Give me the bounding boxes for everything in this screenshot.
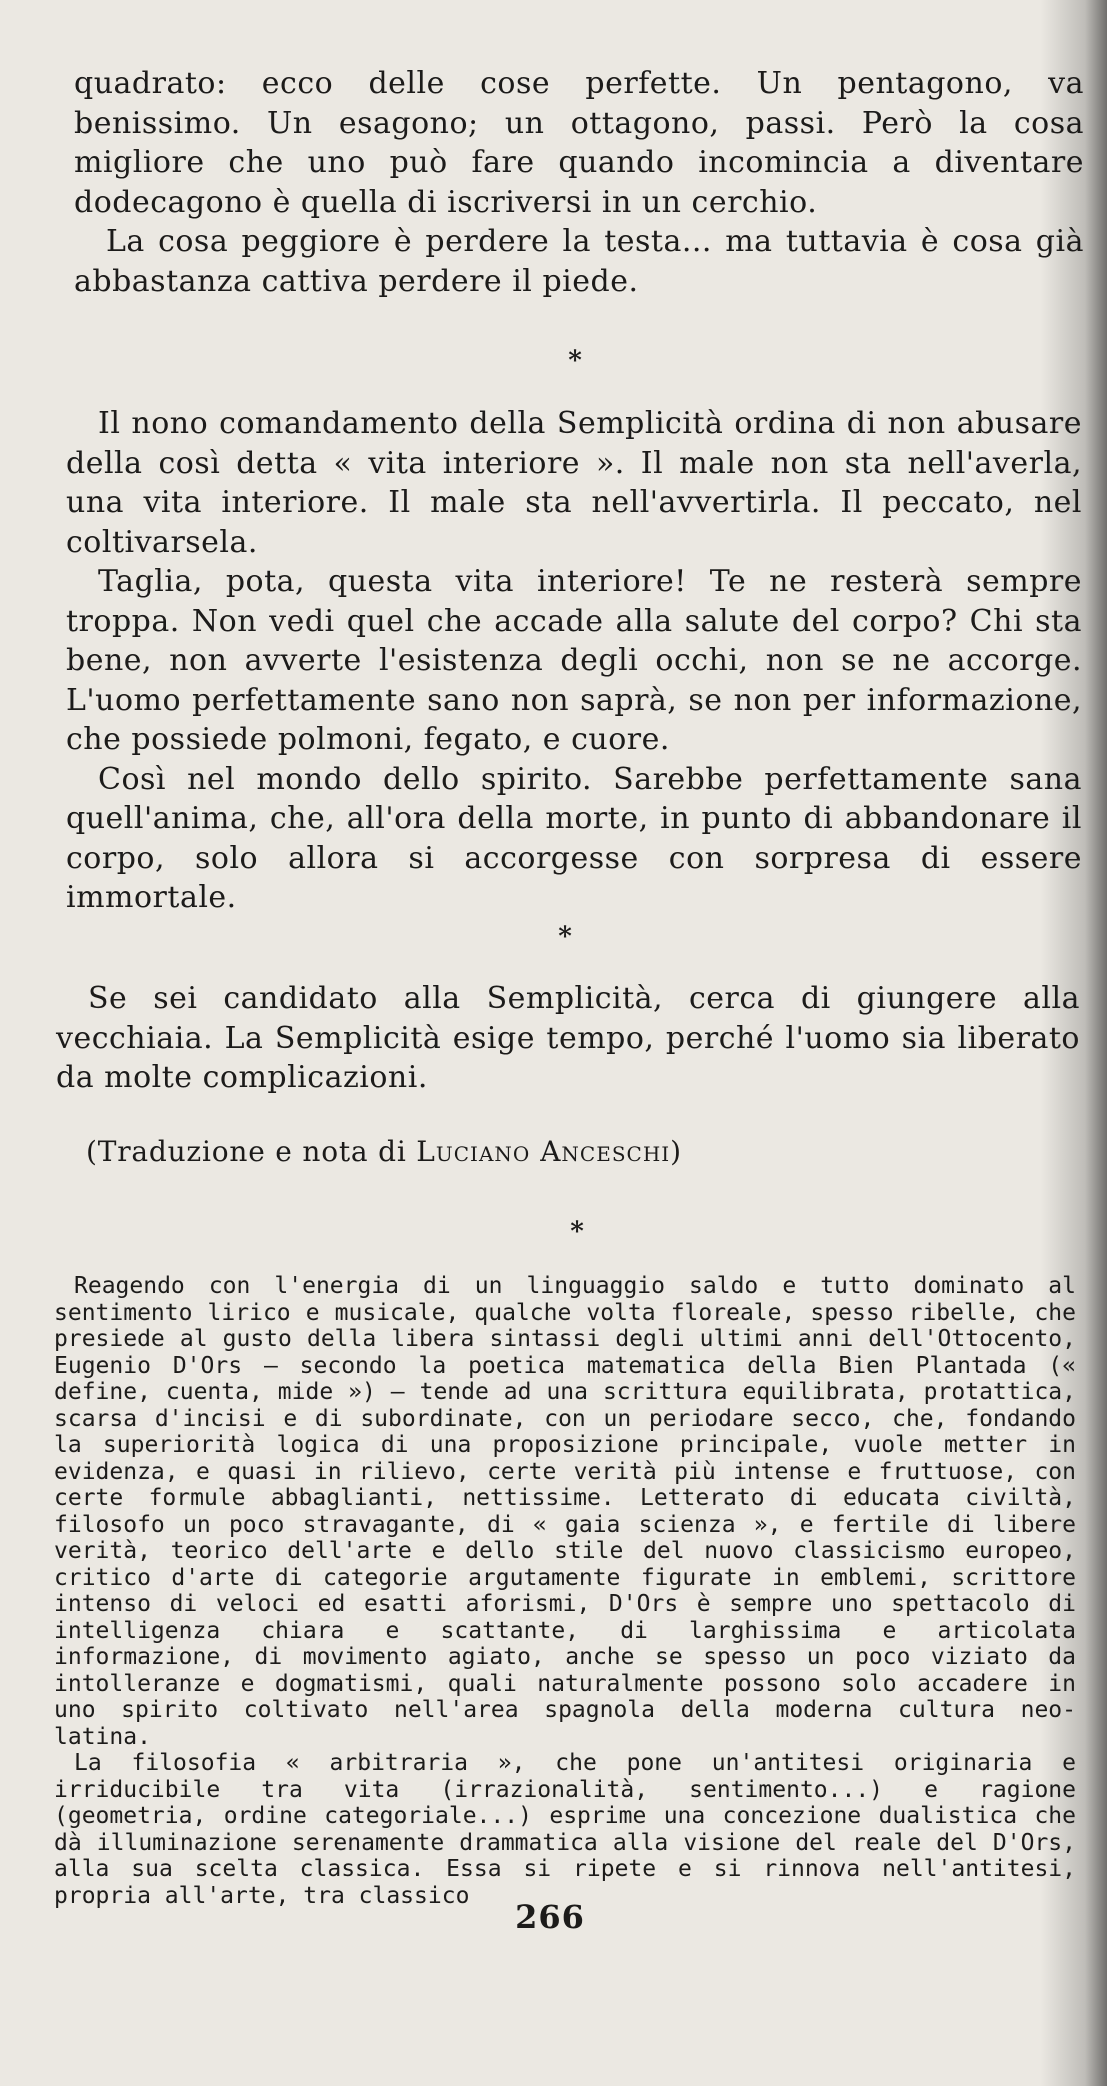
note-paragraph-philosophy: La filosofia « arbitraria », che pone un'antitesi originaria e irriducibile tra vita (irrazionalità, sentimento...) e ragione (geometria, ordine categoriale...) esprime una concezione dualistica che dà illuminazione serenamente drammatica alla visione del reale del D'Ors, alla sua scelta classica. Essa si ripete e si rinnova nell'antitesi, propria all'arte, tra classico (54, 1750, 1076, 1909)
credit-prefix: (Traduzione e nota di (86, 1135, 417, 1168)
note-paragraph-style: Reagendo con l'energia di un linguaggio saldo e tutto dominato al sentimento lirico e musicale, qualche volta floreale, spesso ribelle, che presiede al gusto della libera sintassi degli ultimi anni dell'Ottocento, Eugenio D'Ors — secondo la poetica matematica della Bien Plantada (« define, cuenta, mide ») — tende ad una scrittura equilibrata, protattica, scarsa d'incisi e di subordinate, con un periodare secco, che, fondando la superiorità logica di una proposizione principale, vuole metter in evidenza, e quasi in rilievo, certe verità più intense e fruttuose, con certe formule abbaglianti, nettissime. Letterato di educata civiltà, filosofo un poco stravagante, di « gaia scienza », e fertile di libere verità, teorico dell'arte e dello stile del nuovo classicismo europeo, critico d'arte di categorie argutamente figurate in emblemi, scrittore intenso di veloci ed esatti aforismi, D'Ors è sempre uno spettacolo di intelligenza chiara e scattante, di larghissima e articolata informazione, di movimento agiato, anche se spesso un poco viziato da intolleranze e dogmatismi, quali naturalmente possono solo accadere in uno spirito coltivato nell'area spagnola della moderna cultura neo-latina. (54, 1273, 1076, 1750)
separator-asterisk: * (568, 346, 582, 376)
translator-note (54, 1273, 1076, 1909)
credit-suffix: ) (670, 1135, 682, 1168)
separator-asterisk: * (558, 922, 572, 952)
page-number: 266 (515, 1898, 585, 1936)
section-three (56, 979, 1080, 1098)
section-two (66, 404, 1082, 918)
separator-asterisk: * (570, 1217, 584, 1247)
paragraph-ninth-commandment: Il nono comandamento della Semplicità ordina di non abusare della così detta « vita interiore ». Il male non sta nell'averla, una vita interiore. Il male sta nell'avvertirla. Il peccato, nel coltivarsela. (66, 406, 1082, 560)
translation-credit (86, 1135, 682, 1168)
credit-author-name: Luciano Anceschi (416, 1135, 671, 1168)
section-one (74, 64, 1084, 301)
paragraph-perfect-shapes: quadrato: ecco delle cose perfette. Un pentagono, va benissimo. Un esagono; un ottagono, passi. Però la cosa migliore che uno può fare quando incomincia a diventare dodecagono è quella di iscriversi in un cerchio. (74, 66, 1084, 220)
paragraph-spirit-world: Così nel mondo dello spirito. Sarebbe perfettamente sana quell'anima, che, all'ora della morte, in punto di abbandonare il corpo, solo allora si accorgesse con sorpresa di essere immortale. (66, 761, 1082, 915)
paragraph-prune-inner-life: Taglia, pota, questa vita interiore! Te ne resterà sempre troppa. Non vedi quel che accade alla salute del corpo? Chi sta bene, non avverte l'esistenza degli occhi, non se ne accorge. L'uomo perfettamente sano non saprà, se non per informazione, che possiede polmoni, fegato, e cuore. (66, 564, 1082, 757)
paragraph-lose-head: La cosa peggiore è perdere la testa... ma tuttavia è cosa già abbastanza cattiva perdere il piede. (74, 224, 1084, 299)
paragraph-old-age: Se sei candidato alla Semplicità, cerca di giungere alla vecchiaia. La Semplicità esige tempo, perché l'uomo sia liberato da molte complicazioni. (56, 981, 1080, 1095)
